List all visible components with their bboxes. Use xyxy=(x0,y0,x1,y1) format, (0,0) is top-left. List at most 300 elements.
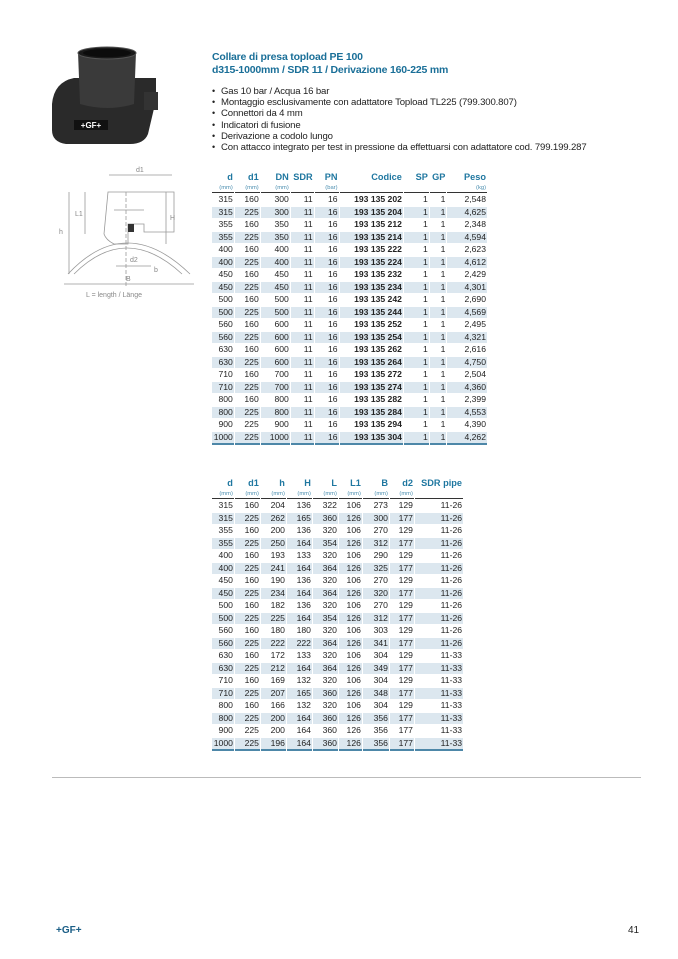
column-header: d1 xyxy=(248,172,259,182)
table-row xyxy=(212,650,463,662)
table-cell: 193 135 204 xyxy=(340,207,403,219)
table-cell: 400 xyxy=(274,244,289,254)
table-row xyxy=(212,675,463,687)
column-header: Codice xyxy=(371,172,402,182)
table-cell: 129 xyxy=(398,525,413,535)
table-cell: 160 xyxy=(244,194,259,204)
table-row xyxy=(212,625,463,637)
table-cell: 560 xyxy=(212,332,234,344)
label-d1: d1 xyxy=(136,167,144,174)
table-cell: 204 xyxy=(270,500,285,510)
table-cell: 1 xyxy=(430,232,447,244)
table-cell: 800 xyxy=(274,394,289,404)
table-cell: 16 xyxy=(315,207,339,219)
table-row xyxy=(212,344,487,356)
table-cell: 180 xyxy=(270,625,285,635)
table-cell: 300 xyxy=(274,194,289,204)
table-cell: 630 xyxy=(212,357,234,369)
table-cell: 2,399 xyxy=(464,394,486,404)
table-cell: 1 xyxy=(423,394,428,404)
table-cell: 11-26 xyxy=(440,600,462,610)
table-cell: 350 xyxy=(261,232,290,244)
table-cell: 193 135 242 xyxy=(354,294,402,304)
table-cell: 160 xyxy=(244,650,259,660)
table-cell: 193 135 202 xyxy=(354,194,402,204)
table-cell: 348 xyxy=(363,688,389,700)
table-cell: 360 xyxy=(313,513,338,525)
table-cell: 169 xyxy=(270,675,285,685)
table-cell: 132 xyxy=(296,700,311,710)
table-cell: 11-33 xyxy=(440,650,462,660)
table-cell: 600 xyxy=(274,344,289,354)
divider xyxy=(52,777,641,778)
table-cell: 356 xyxy=(363,713,389,725)
table-cell: 1000 xyxy=(261,432,290,446)
table-cell: 1 xyxy=(423,344,428,354)
table-cell: 11 xyxy=(291,407,314,419)
column-header: d1 xyxy=(248,478,259,488)
table-cell: 710 xyxy=(212,382,234,394)
technical-drawing xyxy=(56,162,206,292)
table-cell: 160 xyxy=(244,369,259,379)
table-cell: 320 xyxy=(322,700,337,710)
table-cell: 165 xyxy=(287,513,312,525)
table-row xyxy=(212,407,487,419)
table-cell: 225 xyxy=(235,663,260,675)
table-cell: 164 xyxy=(287,588,312,600)
table-cell: 160 xyxy=(244,269,259,279)
table-cell: 160 xyxy=(244,219,259,229)
table-cell: 11 xyxy=(303,194,313,204)
table-cell: 193 135 244 xyxy=(340,307,403,319)
table-cell: 193 135 214 xyxy=(340,232,403,244)
table-cell: 16 xyxy=(315,382,339,394)
table-cell: 126 xyxy=(339,713,362,725)
column-header: H xyxy=(304,478,311,488)
table-cell: 4,360 xyxy=(447,382,487,394)
table-cell: 136 xyxy=(296,600,311,610)
table-cell: 16 xyxy=(315,282,339,294)
table-cell: 2,616 xyxy=(464,344,486,354)
table-cell: 1 xyxy=(404,307,429,319)
table-cell: 710 xyxy=(218,675,233,685)
table-cell: 4,262 xyxy=(447,432,487,446)
table-row xyxy=(212,563,463,575)
table-cell: 11 xyxy=(291,382,314,394)
table-cell: 1 xyxy=(404,257,429,269)
product-logo: +GF+ xyxy=(80,121,102,130)
table-row xyxy=(212,244,487,256)
table-cell: 126 xyxy=(339,688,362,700)
table-cell: 136 xyxy=(296,525,311,535)
table-cell: 200 xyxy=(261,713,286,725)
table-cell: 16 xyxy=(327,344,338,354)
product-title xyxy=(212,51,448,77)
table-cell: 193 135 284 xyxy=(340,407,403,419)
table-cell: 11-33 xyxy=(415,713,463,725)
table-row xyxy=(212,663,463,675)
table-row xyxy=(212,194,487,206)
table-cell: 4,750 xyxy=(447,357,487,369)
label-h: h xyxy=(59,229,63,236)
table-cell: 320 xyxy=(322,675,337,685)
table-cell: 1 xyxy=(404,282,429,294)
table-cell: 2,623 xyxy=(464,244,486,254)
table-cell: 126 xyxy=(339,513,362,525)
table-cell: 160 xyxy=(244,294,259,304)
table-cell: 341 xyxy=(363,638,389,650)
table-cell: 11-26 xyxy=(415,638,463,650)
table-row xyxy=(212,575,463,587)
table-cell: 304 xyxy=(373,675,388,685)
table-cell: 207 xyxy=(261,688,286,700)
table-cell: 364 xyxy=(313,638,338,650)
table-cell: 11 xyxy=(291,357,314,369)
unit-label: (mm) xyxy=(287,490,312,499)
table-cell: 11-26 xyxy=(440,550,462,560)
table-cell: 193 135 304 xyxy=(340,432,403,446)
table-cell: 225 xyxy=(244,725,259,735)
table-cell: 4,390 xyxy=(464,419,486,429)
table-cell: 177 xyxy=(390,713,414,725)
table-cell: 4,612 xyxy=(447,257,487,269)
table-cell: 11-33 xyxy=(415,738,463,752)
table-cell: 225 xyxy=(235,432,260,446)
unit-label: (bar) xyxy=(315,184,339,193)
table-cell: 193 135 264 xyxy=(340,357,403,369)
table-cell: 129 xyxy=(398,600,413,610)
table-cell: 225 xyxy=(235,638,260,650)
table-cell: 4,625 xyxy=(447,207,487,219)
table-cell: 312 xyxy=(363,538,389,550)
table-cell: 1 xyxy=(423,419,428,429)
table-row xyxy=(212,638,463,650)
table-row xyxy=(212,688,463,700)
table-cell: 126 xyxy=(339,563,362,575)
table-cell: 106 xyxy=(346,500,361,510)
table-cell: 1 xyxy=(423,194,428,204)
table-cell: 560 xyxy=(212,638,234,650)
dimensions-table xyxy=(211,476,464,752)
table-cell: 193 135 272 xyxy=(354,369,402,379)
units-row xyxy=(212,490,463,499)
table-cell: 225 xyxy=(235,382,260,394)
table-cell: 1 xyxy=(440,219,446,229)
table-cell: 225 xyxy=(235,257,260,269)
table-cell: 133 xyxy=(296,550,311,560)
table-cell: 1 xyxy=(440,244,446,254)
table-cell: 1 xyxy=(440,394,446,404)
table-cell: 193 135 234 xyxy=(340,282,403,294)
table-cell: 225 xyxy=(235,713,260,725)
table-row xyxy=(212,394,487,406)
table-cell: 177 xyxy=(398,725,413,735)
table-cell: 16 xyxy=(315,232,339,244)
feature-item: • Con attacco integrato per test in pressione da effettuarsi con adattatore cod. 799.199.287 xyxy=(212,142,587,153)
table-cell: 1000 xyxy=(212,738,234,752)
table-cell: 630 xyxy=(212,663,234,675)
table-row xyxy=(212,294,487,306)
table-cell: 133 xyxy=(296,650,311,660)
unit-label xyxy=(430,184,447,193)
table-cell: 1 xyxy=(423,244,428,254)
table-cell: 630 xyxy=(218,344,233,354)
table-cell: 800 xyxy=(261,407,290,419)
table-cell: 225 xyxy=(261,613,286,625)
table-cell: 1 xyxy=(430,432,447,446)
table-cell: 450 xyxy=(218,575,233,585)
table-cell: 11 xyxy=(303,419,313,429)
table-cell: 160 xyxy=(244,394,259,404)
table-cell: 193 135 224 xyxy=(340,257,403,269)
footer-logo: +GF+ xyxy=(56,925,82,936)
table-cell: 225 xyxy=(235,513,260,525)
table-cell: 304 xyxy=(373,650,388,660)
label-H: H xyxy=(170,215,176,222)
column-header: SDR pipe xyxy=(421,478,462,488)
table-cell: 129 xyxy=(398,550,413,560)
table-cell: 1 xyxy=(440,319,446,329)
table-cell: 500 xyxy=(212,307,234,319)
table-cell: 356 xyxy=(363,738,389,752)
table-cell: 11-33 xyxy=(440,675,462,685)
table-cell: 364 xyxy=(313,663,338,675)
column-header: h xyxy=(279,478,285,488)
table-cell: 106 xyxy=(346,700,361,710)
table-cell: 11-33 xyxy=(415,688,463,700)
table-cell: 160 xyxy=(244,700,259,710)
table-cell: 16 xyxy=(315,257,339,269)
feature-item: • Derivazione a codolo lungo xyxy=(212,131,587,142)
diagram-caption: L = length / Länge xyxy=(86,292,142,299)
unit-label xyxy=(340,184,403,193)
table-cell: 270 xyxy=(373,600,388,610)
table-cell: 270 xyxy=(373,575,388,585)
table-row xyxy=(212,525,463,537)
column-header: GP xyxy=(432,172,446,182)
table-cell: 225 xyxy=(235,332,260,344)
table-cell: 177 xyxy=(390,588,414,600)
column-header: L xyxy=(331,478,337,488)
table-cell: 160 xyxy=(244,319,259,329)
table-cell: 11-33 xyxy=(440,700,462,710)
table-cell: 16 xyxy=(327,419,338,429)
table-cell: 193 135 294 xyxy=(354,419,402,429)
table-cell: 129 xyxy=(398,650,413,660)
table-cell: 1 xyxy=(440,344,446,354)
table-row xyxy=(212,357,487,369)
table-cell: 320 xyxy=(322,650,337,660)
table-row xyxy=(212,500,463,512)
table-cell: 160 xyxy=(244,344,259,354)
table-cell: 1 xyxy=(440,369,446,379)
table-cell: 500 xyxy=(274,294,289,304)
product-photo xyxy=(44,42,186,148)
table-cell: 16 xyxy=(315,432,339,446)
table-cell: 225 xyxy=(235,563,260,575)
table-cell: 1 xyxy=(430,407,447,419)
unit-label: (mm) xyxy=(261,184,290,193)
table-cell: 320 xyxy=(322,525,337,535)
table-row xyxy=(212,257,487,269)
table-cell: 450 xyxy=(261,282,290,294)
table-row xyxy=(212,332,487,344)
title-line-2: d315-1000mm / SDR 11 / Derivazione 160-225 mm xyxy=(212,64,449,76)
table-cell: 16 xyxy=(315,407,339,419)
unit-label xyxy=(291,184,314,193)
table-cell: 126 xyxy=(339,638,362,650)
table-cell: 11 xyxy=(291,332,314,344)
table-cell: 1 xyxy=(430,307,447,319)
table-cell: 160 xyxy=(244,550,259,560)
table-cell: 225 xyxy=(244,419,259,429)
table-cell: 2,504 xyxy=(464,369,486,379)
table-cell: 11-33 xyxy=(440,725,462,735)
table-cell: 350 xyxy=(274,219,289,229)
table-cell: 4,569 xyxy=(447,307,487,319)
table-row xyxy=(212,588,463,600)
table-cell: 16 xyxy=(327,219,338,229)
table-cell: 11 xyxy=(303,269,313,279)
unit-label: (mm) xyxy=(313,490,338,499)
table-cell: 193 135 262 xyxy=(354,344,402,354)
table-cell: 160 xyxy=(244,244,259,254)
table-cell: 16 xyxy=(327,194,338,204)
table-cell: 16 xyxy=(327,294,338,304)
label-d2: d2 xyxy=(130,257,138,264)
table-cell: 225 xyxy=(235,307,260,319)
table-row xyxy=(212,219,487,231)
table-cell: 129 xyxy=(398,625,413,635)
unit-label: (mm) xyxy=(212,184,234,193)
table-cell: 177 xyxy=(390,638,414,650)
table-row xyxy=(212,432,487,446)
table-cell: 1 xyxy=(404,207,429,219)
table-cell: 126 xyxy=(339,538,362,550)
table-cell: 165 xyxy=(287,688,312,700)
table-cell: 356 xyxy=(373,725,388,735)
table-cell: 11-26 xyxy=(415,513,463,525)
table-cell: 322 xyxy=(322,500,337,510)
table-cell: 1 xyxy=(440,194,446,204)
table-cell: 164 xyxy=(287,538,312,550)
table-cell: 1 xyxy=(404,357,429,369)
table-cell: 11 xyxy=(303,369,313,379)
table-cell: 250 xyxy=(261,538,286,550)
table-cell: 11 xyxy=(291,207,314,219)
table-cell: 193 135 222 xyxy=(354,244,402,254)
table-cell: 106 xyxy=(346,675,361,685)
table-cell: 400 xyxy=(261,257,290,269)
table-cell: 11 xyxy=(291,257,314,269)
table-cell: 160 xyxy=(244,525,259,535)
table-cell: 164 xyxy=(296,725,311,735)
table-cell: 225 xyxy=(235,407,260,419)
table-cell: 364 xyxy=(313,563,338,575)
table-cell: 241 xyxy=(261,563,286,575)
table-cell: 1 xyxy=(423,319,428,329)
table-cell: 193 135 282 xyxy=(354,394,402,404)
table-cell: 164 xyxy=(287,713,312,725)
table-cell: 1 xyxy=(404,332,429,344)
unit-label: (mm) xyxy=(212,490,234,499)
label-L1: L1 xyxy=(75,211,83,218)
table-cell: 164 xyxy=(287,563,312,575)
table-cell: 400 xyxy=(212,257,234,269)
table-cell: 303 xyxy=(373,625,388,635)
column-header: L1 xyxy=(350,478,361,488)
unit-label xyxy=(404,184,429,193)
table-cell: 11 xyxy=(303,319,313,329)
table-cell: 132 xyxy=(296,675,311,685)
table-cell: 225 xyxy=(235,538,260,550)
table-cell: 11-26 xyxy=(415,613,463,625)
table-cell: 1 xyxy=(404,232,429,244)
table-cell: 11-26 xyxy=(440,575,462,585)
label-B: B xyxy=(126,276,131,283)
table-cell: 400 xyxy=(212,563,234,575)
table-cell: 355 xyxy=(218,219,233,229)
units-row xyxy=(212,184,487,193)
table-cell: 160 xyxy=(244,675,259,685)
table-cell: 177 xyxy=(390,613,414,625)
table-cell: 4,594 xyxy=(447,232,487,244)
table-cell: 177 xyxy=(390,688,414,700)
page-number: 41 xyxy=(628,925,640,936)
table-cell: 225 xyxy=(235,688,260,700)
column-header: SP xyxy=(415,172,428,182)
table-cell: 193 135 252 xyxy=(354,319,402,329)
table-row xyxy=(212,269,487,281)
table-cell: 164 xyxy=(287,613,312,625)
unit-label: (mm) xyxy=(235,184,260,193)
column-header: d xyxy=(227,478,233,488)
table-cell: 1 xyxy=(404,407,429,419)
table-cell: 2,690 xyxy=(464,294,486,304)
table-row xyxy=(212,207,487,219)
table-cell: 1 xyxy=(423,269,428,279)
table-cell: 164 xyxy=(287,738,312,752)
table-cell: 106 xyxy=(346,650,361,660)
table-cell: 196 xyxy=(261,738,286,752)
table-cell: 225 xyxy=(235,738,260,752)
table-cell: 355 xyxy=(212,538,234,550)
unit-label xyxy=(415,490,463,499)
table-cell: 11-33 xyxy=(415,663,463,675)
table-cell: 360 xyxy=(313,688,338,700)
table-cell: 315 xyxy=(218,194,233,204)
table-cell: 11-26 xyxy=(440,625,462,635)
table-cell: 500 xyxy=(261,307,290,319)
table-row xyxy=(212,282,487,294)
table-cell: 600 xyxy=(261,357,290,369)
table-cell: 11 xyxy=(291,232,314,244)
column-header: d xyxy=(227,172,233,182)
table-cell: 126 xyxy=(339,663,362,675)
table-cell: 182 xyxy=(270,600,285,610)
table-cell: 450 xyxy=(274,269,289,279)
table-cell: 1 xyxy=(430,282,447,294)
table-cell: 177 xyxy=(390,513,414,525)
table-cell: 200 xyxy=(270,525,285,535)
table-cell: 129 xyxy=(398,500,413,510)
table-cell: 160 xyxy=(244,600,259,610)
column-header: d2 xyxy=(402,478,413,488)
table-cell: 320 xyxy=(363,588,389,600)
table-cell: 900 xyxy=(218,725,233,735)
table-cell: 11 xyxy=(291,307,314,319)
table-cell: 129 xyxy=(398,700,413,710)
